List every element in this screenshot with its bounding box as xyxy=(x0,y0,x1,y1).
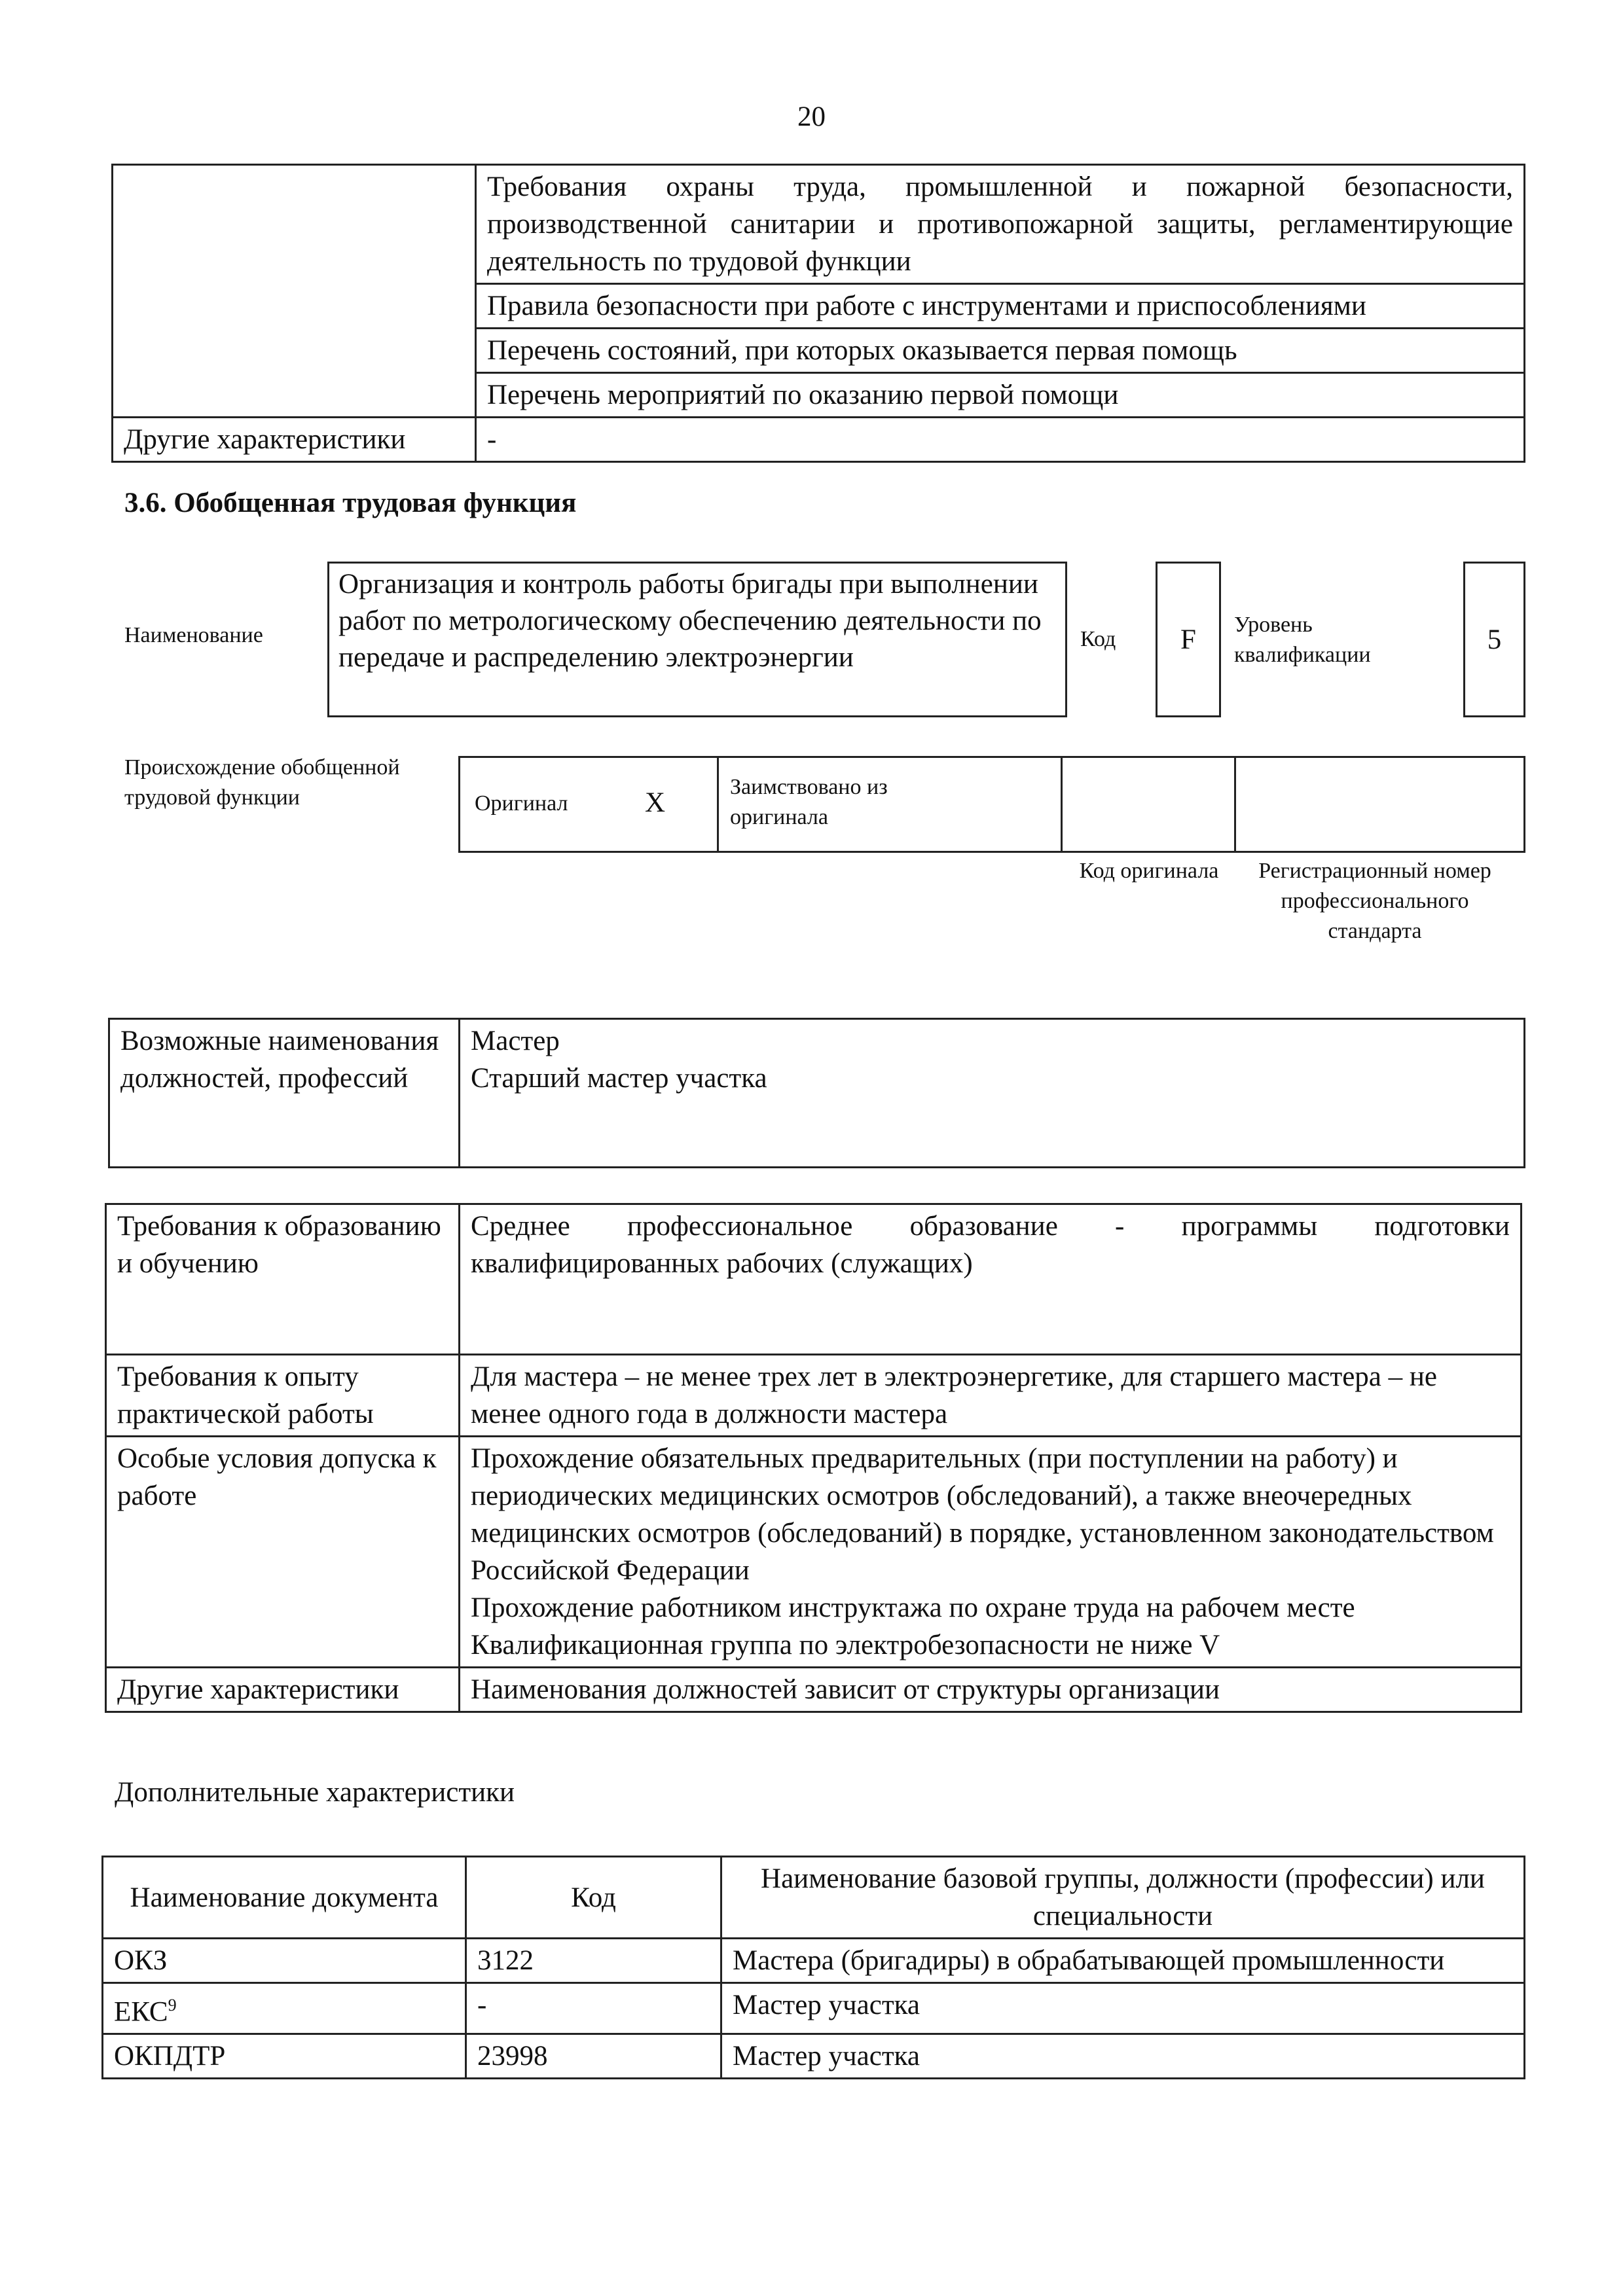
borrowed-label: Заимствовано из оригинала xyxy=(730,775,888,829)
additional-table xyxy=(101,1856,1525,2079)
admission-item: Квалификационная группа по электробезопасности не ниже V xyxy=(471,1630,1220,1660)
header-group: Наименование базовой группы, должности (профессии) или специальности xyxy=(721,1857,1525,1939)
original-mark: X xyxy=(645,787,666,818)
position-item: Мастер xyxy=(471,1026,560,1056)
row-okpdtr-name: Мастер участка xyxy=(721,2034,1525,2079)
other-label: Другие характеристики xyxy=(106,1668,460,1712)
experience-value: Для мастера – не менее трех лет в электроэнергетике, для старшего мастера – не менее одного года в должности мастера xyxy=(460,1355,1522,1437)
additional-heading: Дополнительные характеристики xyxy=(115,1777,515,1808)
row-eks-code: - xyxy=(466,1983,721,2034)
reg-number-caption: Регистрационный номер профессионального стандарта xyxy=(1258,859,1491,943)
level-value: 5 xyxy=(1463,562,1525,717)
other-characteristics-value: - xyxy=(476,418,1525,462)
admission-item: Прохождение обязательных предварительных (при поступлении на работу) и периодических медицинских осмотров (обследований), а также внеочередных медицинских осмотров (обследований) в порядке, установленном законодательством Российской Федерации xyxy=(471,1443,1494,1586)
other-value: Наименования должностей зависит от структуры организации xyxy=(460,1668,1522,1712)
admission-label: Особые условия допуска к работе xyxy=(106,1437,460,1668)
origin-divider-2 xyxy=(1061,756,1063,853)
header-code: Код xyxy=(466,1857,721,1939)
origin-divider-1 xyxy=(717,756,719,853)
empty-label-cell xyxy=(113,165,476,418)
original-label: Оригинал xyxy=(475,791,568,816)
positions-table xyxy=(108,1018,1525,1168)
origin-divider-3 xyxy=(1234,756,1236,853)
education-value: Среднее профессиональное образование - программы подготовки квалифицированных рабочих (служащих) xyxy=(460,1204,1522,1355)
top-table-row-4: Перечень мероприятий по оказанию первой помощи xyxy=(476,373,1525,418)
row-okpdtr-code: 23998 xyxy=(466,2034,721,2079)
positions-label: Возможные наименования должностей, профессий xyxy=(109,1019,460,1168)
code-label: Код xyxy=(1080,627,1116,651)
row-okz-code: 3122 xyxy=(466,1939,721,1983)
admission-item: Прохождение работником инструктажа по охране труда на рабочем месте xyxy=(471,1592,1355,1623)
origin-label: Происхождение обобщенной трудовой функции xyxy=(124,755,400,810)
function-name-box: Организация и контроль работы бригады при выполнении работ по метрологическому обеспечению деятельности по передаче и распределению электроэнергии xyxy=(327,562,1067,717)
education-label: Требования к образованию и обучению xyxy=(106,1204,460,1355)
row-okpdtr-doc: ОКПДТР xyxy=(103,2034,466,2079)
other-characteristics-label: Другие характеристики xyxy=(113,418,476,462)
row-eks-name: Мастер участка xyxy=(721,1983,1525,2034)
footnote-mark: 9 xyxy=(168,1996,177,2015)
name-label: Наименование xyxy=(124,623,263,647)
positions-values xyxy=(460,1019,1525,1168)
admission-values xyxy=(460,1437,1522,1668)
experience-label: Требования к опыту практической работы xyxy=(106,1355,460,1437)
code-value: F xyxy=(1156,562,1221,717)
section-heading: 3.6. Обобщенная трудовая функция xyxy=(124,488,577,518)
level-label: Уровень квалификации xyxy=(1234,613,1371,667)
row-okz-name: Мастера (бригадиры) в обрабатывающей промышленности xyxy=(721,1939,1525,1983)
requirements-table xyxy=(105,1203,1522,1713)
row-okz-doc: ОКЗ xyxy=(103,1939,466,1983)
top-table-row-3: Перечень состояний, при которых оказывается первая помощь xyxy=(476,329,1525,373)
page-number: 20 xyxy=(797,101,826,132)
top-table xyxy=(111,164,1525,463)
top-table-row-1: Требования охраны труда, промышленной и пожарной безопасности, производственной санитарии и противопожарной защиты, регламентирующие деятельность по трудовой функции xyxy=(476,165,1525,284)
header-document: Наименование документа xyxy=(103,1857,466,1939)
code-original-caption: Код оригинала xyxy=(1079,859,1219,883)
row-eks-doc: ЕКС$^9$ xyxy=(103,1983,466,2034)
origin-box xyxy=(458,756,1525,853)
position-item: Старший мастер участка xyxy=(471,1063,767,1094)
top-table-row-2: Правила безопасности при работе с инструментами и приспособлениями xyxy=(476,284,1525,329)
